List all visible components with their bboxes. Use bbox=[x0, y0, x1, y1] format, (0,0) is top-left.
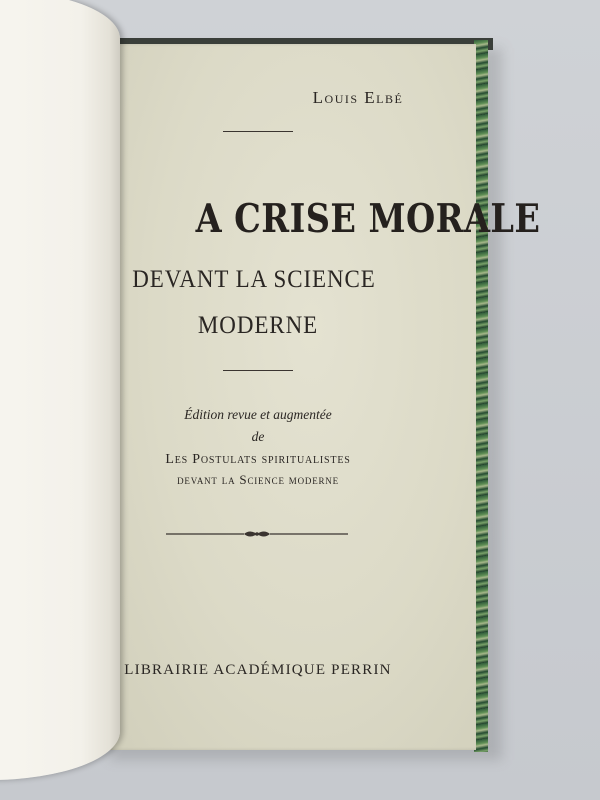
title-page bbox=[110, 44, 476, 750]
author-name: Louis Elbé bbox=[312, 88, 404, 107]
publisher-name: LIBRAIRIE ACADÉMIQUE PERRIN bbox=[124, 662, 392, 678]
marbled-endpaper bbox=[474, 40, 488, 752]
divider-rule-middle bbox=[223, 370, 293, 371]
edition-de: de bbox=[251, 429, 265, 444]
ornamental-rule-icon bbox=[166, 528, 348, 540]
facing-blank-page bbox=[0, 0, 120, 780]
book-subtitle-line1: DEVANT LA SCIENCE bbox=[132, 266, 376, 293]
book-title: A CRISE MORALE bbox=[195, 196, 541, 242]
book-subtitle-line2: MODERNE bbox=[197, 312, 319, 339]
edition-note: Édition revue et augmentée bbox=[184, 407, 332, 422]
related-work-line2: devant la Science moderne bbox=[177, 472, 339, 487]
related-work-line1: Les Postulats spiritualistes bbox=[165, 452, 351, 467]
divider-rule-top bbox=[223, 131, 293, 132]
